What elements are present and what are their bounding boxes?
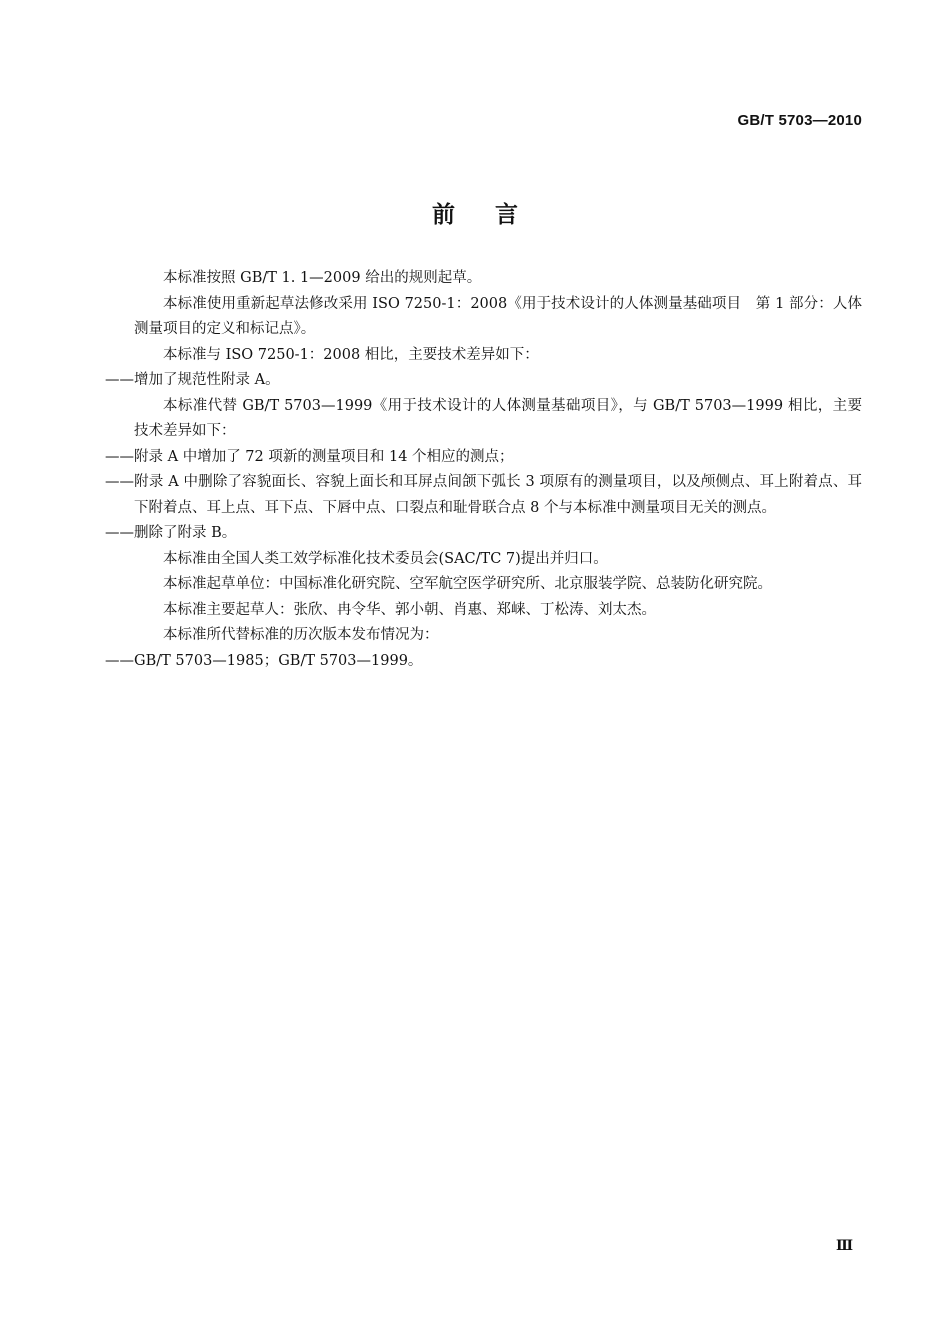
standard-number: GB/T 5703—2010 bbox=[737, 112, 862, 129]
list-item: ——附录 A 中删除了容貌面长、容貌上面长和耳屏点间颌下弧长 3 项原有的测量项目，以及颅侧点、耳上附着点、耳下附着点、耳上点、耳下点、下唇中点、口裂点和耻骨联合点 8 个与本标准中测量项目无关的测点。 bbox=[105, 474, 862, 516]
paragraph: 本标准主要起草人：张欣、冉令华、郭小朝、肖惠、郑崃、丁松涛、刘太杰。 bbox=[163, 601, 656, 618]
paragraph: 本标准代替 GB/T 5703—1999《用于技术设计的人体测量基础项目》，与 GB/T 5703—1999 相比，主要技术差异如下： bbox=[134, 397, 862, 439]
paragraph: 本标准起草单位：中国标准化研究院、空军航空医学研究所、北京服装学院、总装防化研究院。 bbox=[163, 576, 772, 592]
preface-body bbox=[105, 266, 862, 674]
page-title: 前言 bbox=[432, 202, 558, 228]
paragraph: 本标准使用重新起草法修改采用 ISO 7250-1：2008《用于技术设计的人体测量基础项目 第 1 部分：人体测量项目的定义和标记点》。 bbox=[134, 295, 862, 337]
list-item: ——附录 A 中增加了 72 项新的测量项目和 14 个相应的测点； bbox=[105, 448, 514, 465]
list-item: ——GB/T 5703—1985；GB/T 5703—1999。 bbox=[105, 652, 423, 669]
paragraph: 本标准与 ISO 7250-1：2008 相比，主要技术差异如下： bbox=[163, 346, 539, 363]
page-number: Ⅲ bbox=[835, 1238, 853, 1254]
paragraph: 本标准所代替标准的历次版本发布情况为： bbox=[163, 627, 439, 643]
list-item: ——增加了规范性附录 A。 bbox=[105, 372, 280, 388]
paragraph: 本标准按照 GB/T 1. 1—2009 给出的规则起草。 bbox=[163, 270, 482, 286]
list-item: ——删除了附录 B。 bbox=[105, 525, 237, 541]
paragraph: 本标准由全国人类工效学标准化技术委员会(SAC/TC 7)提出并归口。 bbox=[163, 550, 608, 567]
